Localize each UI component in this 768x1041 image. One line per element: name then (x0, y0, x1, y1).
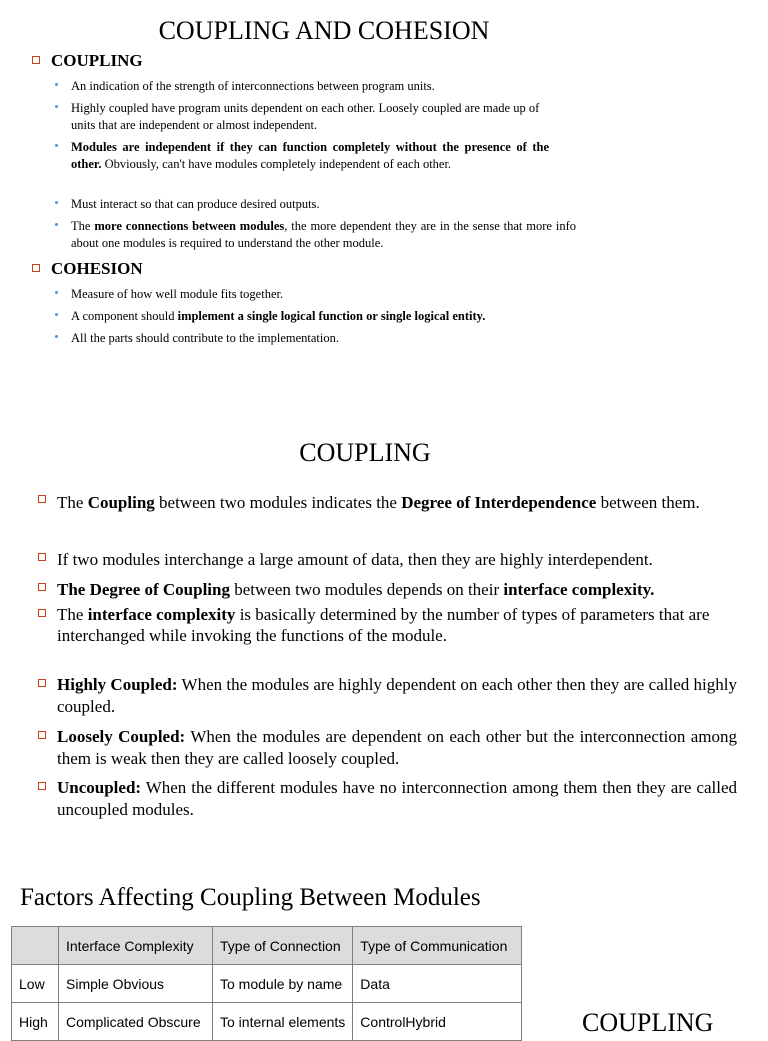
b4-b: interface complexity (87, 605, 236, 624)
slide3-title: Factors Affecting Coupling Between Modules (20, 884, 481, 911)
table-header-row (12, 927, 522, 965)
coupling-point-3-rest: Obviously, can't have modules completely independent of each other. (101, 157, 452, 171)
dot-bullet-icon (55, 313, 58, 316)
b7-b: When the different modules have no interconnection among them then they are called uncoupled modules. (57, 778, 737, 819)
cohesion-point-2 (71, 308, 571, 325)
coupling-bullet-7 (57, 777, 737, 821)
coupling-point-3-bold: Modules are independent if they can function completely without the presence of the other. (71, 140, 549, 171)
b3-b: between two modules depends on their (230, 580, 504, 599)
coupling-point-5-a: The (71, 219, 95, 233)
b6-b: When the modules are dependent on each other but the interconnection among them is weak then they are called loosely coupled. (57, 727, 737, 768)
b1-c: between two modules indicates the (154, 493, 402, 512)
table-cell: Complicated Obscure (59, 1003, 213, 1041)
dot-bullet-icon (55, 144, 58, 147)
b1-b: Coupling (87, 493, 155, 512)
square-bullet-icon (38, 679, 46, 687)
coupling-bullet-3 (57, 578, 747, 601)
square-bullet-icon (38, 553, 46, 561)
coupling-point-3 (71, 139, 549, 173)
b1-a: The (57, 493, 88, 512)
b1-d: Degree of Interdependence (401, 493, 597, 512)
cohesion-point-1: Measure of how well module fits together. (71, 287, 284, 301)
slide2-title: COUPLING (299, 438, 431, 467)
square-bullet-icon (38, 495, 46, 503)
coupling-bullet-1 (57, 490, 737, 516)
square-bullet-icon (38, 583, 46, 591)
b3-a: The Degree of Coupling (57, 580, 230, 599)
b4-c: is basically determined by the number of types of parameters that are interchanged while invoking the functions of the module. (57, 605, 710, 645)
table-cell: Data (353, 965, 522, 1003)
coupling-bullet-4 (57, 604, 739, 646)
table-cell: Low (12, 965, 59, 1003)
b5-b: When the modules are highly dependent on each other then they are called highly coupled. (57, 675, 737, 716)
dot-bullet-icon (55, 291, 58, 294)
square-bullet-icon (38, 609, 46, 617)
square-bullet-icon (32, 264, 40, 272)
coupling-bullet-2: If two modules interchange a large amount of data, then they are highly interdependent. (57, 550, 653, 569)
dot-bullet-icon (55, 105, 58, 108)
b5-a: Highly Coupled: (57, 675, 178, 694)
dot-bullet-icon (55, 335, 58, 338)
coupling-bullet-6 (57, 726, 737, 770)
slide4-title: COUPLING (582, 1008, 714, 1037)
cohesion-point-3: All the parts should contribute to the implementation. (71, 331, 340, 345)
square-bullet-icon (32, 56, 40, 64)
coupling-point-5 (71, 218, 576, 252)
table-header-cell (12, 927, 59, 965)
b1-e: between them. (596, 493, 700, 512)
coupling-point-1: An indication of the strength of interconnections between program units. (71, 79, 435, 93)
coupling-bullet-5 (57, 674, 737, 718)
coupling-point-5-bold: more connections between modules (94, 219, 285, 233)
table-row (12, 965, 522, 1003)
table-cell: To module by name (213, 965, 353, 1003)
table-cell: To internal elements (213, 1003, 353, 1041)
table-header-cell: Type of Communication (353, 927, 522, 965)
table-header-cell: Interface Complexity (59, 927, 213, 965)
dot-bullet-icon (55, 223, 58, 226)
table-row (12, 1003, 522, 1041)
b3-c: interface complexity. (503, 580, 655, 599)
coupling-point-2: Highly coupled have program units dependent on each other. Loosely coupled are made up of units that are independent or almost independent. (71, 101, 540, 132)
cohesion-point-2-a: A component should (71, 309, 178, 323)
b6-a: Loosely Coupled: (57, 727, 186, 746)
dot-bullet-icon (55, 201, 58, 204)
coupling-point-5-rest: , the more dependent they are in the sense that more info about one modules is required to understand the other module. (71, 219, 577, 250)
cohesion-heading: COHESION (51, 259, 143, 278)
table-header-cell: Type of Connection (213, 927, 353, 965)
coupling-point-4: Must interact so that can produce desired outputs. (71, 197, 320, 211)
slide1-title: COUPLING AND COHESION (158, 16, 490, 45)
b4-a: The (57, 605, 88, 624)
table-cell: ControlHybrid (353, 1003, 522, 1041)
table-cell: High (12, 1003, 59, 1041)
coupling-heading: COUPLING (51, 51, 143, 70)
table-cell: Simple Obvious (59, 965, 213, 1003)
square-bullet-icon (38, 782, 46, 790)
dot-bullet-icon (55, 83, 58, 86)
square-bullet-icon (38, 731, 46, 739)
b7-a: Uncoupled: (57, 778, 142, 797)
cohesion-point-2-bold: implement a single logical function or single logical entity. (177, 309, 486, 323)
